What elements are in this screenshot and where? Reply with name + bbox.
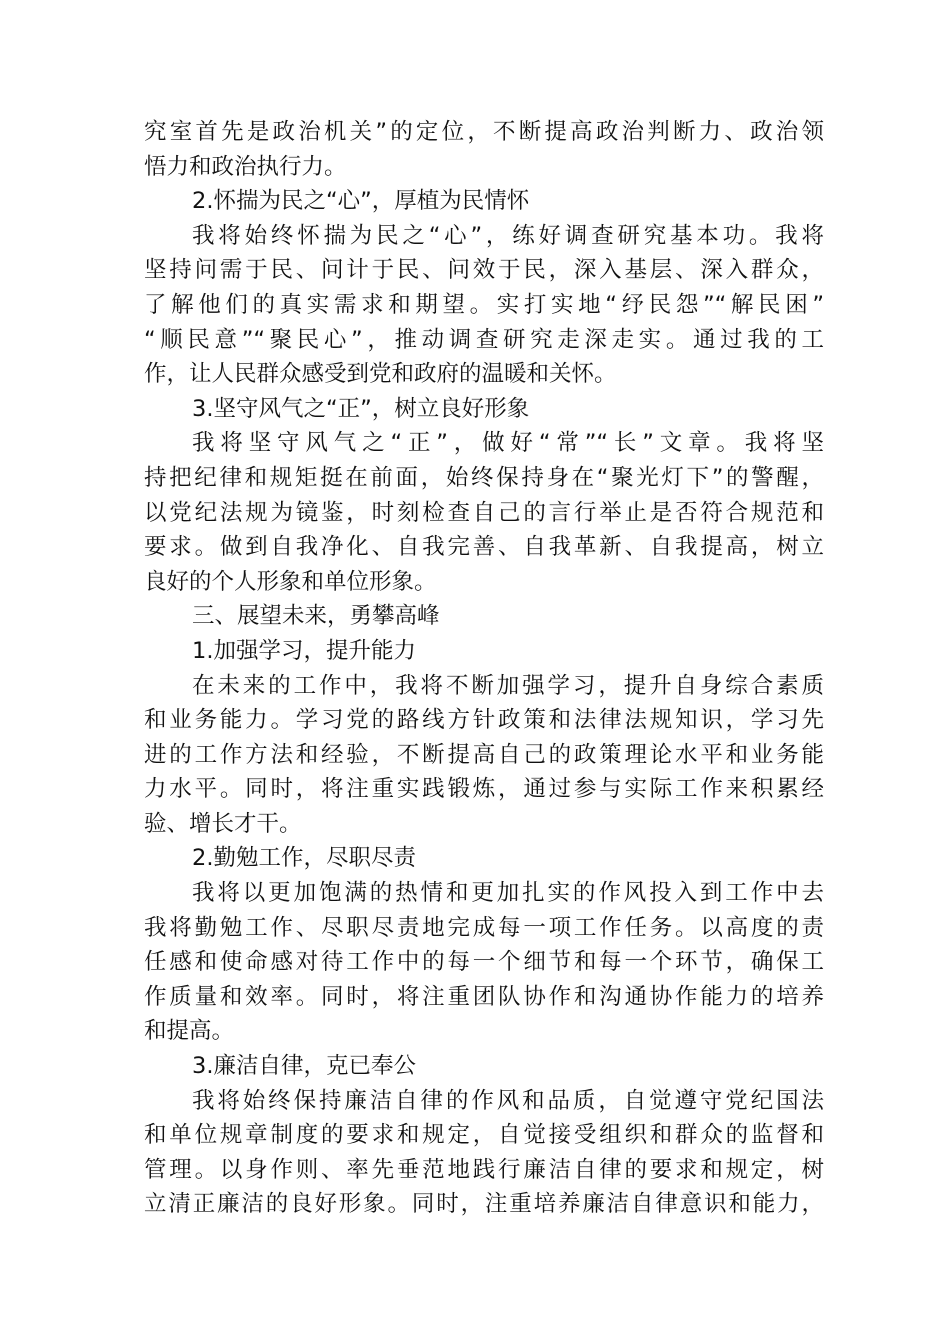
text-line: 管理。以身作则、率先垂范地践行廉洁自律的要求和规定，树 (144, 1156, 824, 1183)
text-line: 悟力和政治执行力。 (144, 153, 347, 180)
paragraph-first-line: 2.怀揣为民之“心”，厚植为民情怀 (192, 188, 530, 215)
text-line: 以党纪法规为镜鉴，时刻检查自己的言行举止是否符合规范和 (144, 499, 824, 526)
paragraph-first-line: 2.勤勉工作，尽职尽责 (192, 845, 416, 872)
text-line: 良好的个人形象和单位形象。 (144, 568, 437, 595)
text-line: 进的工作方法和经验，不断提高自己的政策理论水平和业务能 (144, 741, 824, 768)
text-line: 和单位规章制度的要求和规定，自觉接受组织和群众的监督和 (144, 1122, 824, 1149)
text-line: 作质量和效率。同时，将注重团队协作和沟通协作能力的培养 (144, 983, 824, 1010)
text-line: 和业务能力。学习党的路线方针政策和法律法规知识，学习先 (144, 707, 824, 734)
paragraph-first-line: 3.坚守风气之“正”，树立良好形象 (192, 395, 530, 422)
text-line: 和提高。 (144, 1018, 235, 1045)
paragraph-first-line: 三、展望未来，勇攀高峰 (192, 603, 440, 630)
text-line: 验、增长才干。 (144, 810, 302, 837)
paragraph-first-line: 在未来的工作中，我将不断加强学习，提升自身综合素质 (192, 672, 824, 699)
text-line: 究室首先是政治机关”的定位，不断提高政治判断力、政治领 (144, 119, 824, 145)
paragraph-first-line: 3.廉洁自律，克已奉公 (192, 1053, 416, 1080)
paragraph-first-line: 我将始终保持廉洁自律的作风和品质，自觉遵守党纪国法 (192, 1087, 824, 1114)
text-line: 了解他们的真实需求和期望。实打实地“纾民怨”“解民困” (144, 291, 824, 318)
paragraph-first-line: 我将始终怀揣为民之“心”，练好调查研究基本功。我将 (192, 222, 824, 249)
text-line: 立清正廉洁的良好形象。同时，注重培养廉洁自律意识和能力， (144, 1191, 824, 1218)
text-line: “顺民意”“聚民心”，推动调查研究走深走实。通过我的工 (144, 326, 824, 353)
text-line: 任感和使命感对待工作中的每一个细节和每一个环节，确保工 (144, 949, 824, 976)
text-line: 持把纪律和规矩挺在前面，始终保持身在“聚光灯下”的警醒， (144, 464, 824, 491)
text-line: 作，让人民群众感受到党和政府的温暖和关怀。 (144, 361, 617, 388)
paragraph-first-line: 我将坚守风气之“正”，做好“常”“长”文章。我将坚 (192, 430, 824, 457)
text-line: 坚持问需于民、问计于民、问效于民，深入基层、深入群众， (144, 257, 824, 284)
text-line: 力水平。同时，将注重实践锻炼，通过参与实际工作来积累经 (144, 776, 824, 803)
document-body (144, 115, 824, 1222)
paragraph-first-line: 我将以更加饱满的热情和更加扎实的作风投入到工作中去 (192, 880, 824, 907)
text-line: 我将勤勉工作、尽职尽责地完成每一项工作任务。以高度的责 (144, 914, 824, 941)
text-line: 要求。做到自我净化、自我完善、自我革新、自我提高，树立 (144, 534, 824, 561)
paragraph-first-line: 1.加强学习，提升能力 (192, 637, 416, 664)
